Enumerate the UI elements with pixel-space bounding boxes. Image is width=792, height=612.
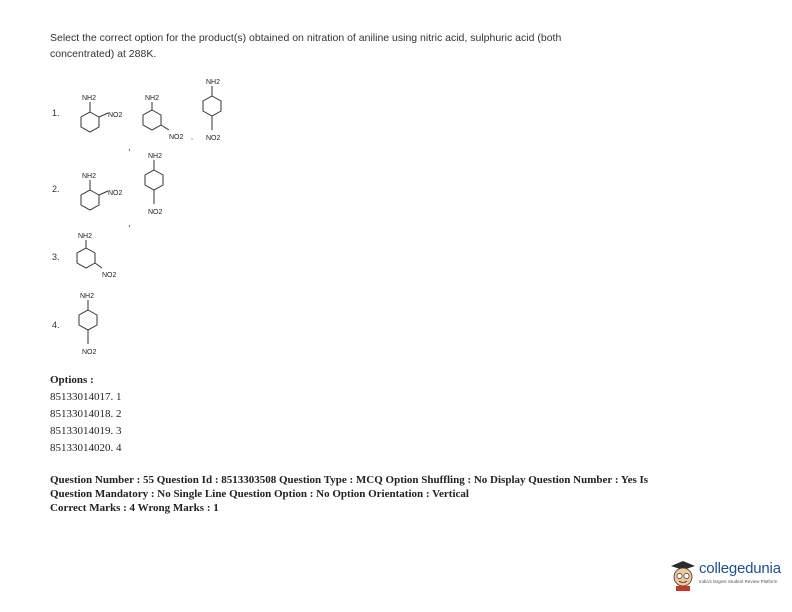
meta-line-3: Correct Marks : 4 Wrong Marks : 1 bbox=[50, 502, 219, 514]
no2-label: NO2 bbox=[206, 135, 221, 142]
options-header: Options : bbox=[50, 374, 94, 386]
nh2-label: NH2 bbox=[148, 153, 163, 160]
no2-label: NO2 bbox=[108, 190, 123, 197]
separator: , bbox=[128, 142, 131, 152]
collegedunia-logo bbox=[668, 556, 790, 598]
no2-label: NO2 bbox=[148, 209, 163, 216]
meta-line-2: Question Mandatory : No Single Line Question Option : No Option Orientation : Vertical bbox=[50, 488, 469, 500]
nh2-label: NH2 bbox=[145, 95, 160, 102]
para-nitroaniline-structure-1 bbox=[196, 76, 236, 150]
options-list bbox=[50, 372, 122, 457]
para-nitroaniline-structure-4 bbox=[72, 290, 112, 364]
nh2-label: NH2 bbox=[78, 233, 93, 240]
meta-line-1: Question Number : 55 Question Id : 8513303508 Question Type : MCQ Option Shuffling : No Display Question Number : Yes Is bbox=[50, 474, 649, 486]
question-meta bbox=[50, 473, 740, 515]
option-item-3: 85133014019. 3 bbox=[50, 425, 122, 437]
nh2-label: NH2 bbox=[82, 173, 97, 180]
no2-label: NO2 bbox=[108, 112, 123, 119]
para-nitroaniline-structure-2 bbox=[138, 150, 178, 224]
separator: , bbox=[128, 218, 131, 228]
option-number-3: 3. bbox=[52, 252, 60, 262]
option-item-2: 85133014018. 2 bbox=[50, 408, 122, 420]
no2-label: NO2 bbox=[82, 349, 97, 356]
option-number-1: 1. bbox=[52, 108, 60, 118]
question-text: Select the correct option for the product(s) obtained on nitration of aniline using nitric acid, sulphuric acid (both concentrated) at 288K. bbox=[50, 32, 562, 60]
nh2-label: NH2 bbox=[82, 95, 97, 102]
nh2-label: NH2 bbox=[80, 293, 95, 300]
meta-nitroaniline-structure-3 bbox=[72, 230, 142, 288]
brand-name: collegedunia bbox=[699, 560, 781, 577]
brand-tagline: India's largest Student Review Platform bbox=[699, 579, 778, 584]
option-item-4: 85133014020. 4 bbox=[50, 442, 122, 454]
nh2-label: NH2 bbox=[206, 79, 221, 86]
option-number-2: 2. bbox=[52, 184, 60, 194]
meta-nitroaniline-structure-1 bbox=[135, 92, 205, 150]
student-mascot-icon bbox=[668, 558, 698, 592]
separator: , bbox=[191, 134, 193, 141]
no2-label: NO2 bbox=[169, 134, 184, 141]
option-item-1: 85133014017. 1 bbox=[50, 391, 122, 403]
option-number-4: 4. bbox=[52, 320, 60, 330]
no2-label: NO2 bbox=[102, 272, 117, 279]
